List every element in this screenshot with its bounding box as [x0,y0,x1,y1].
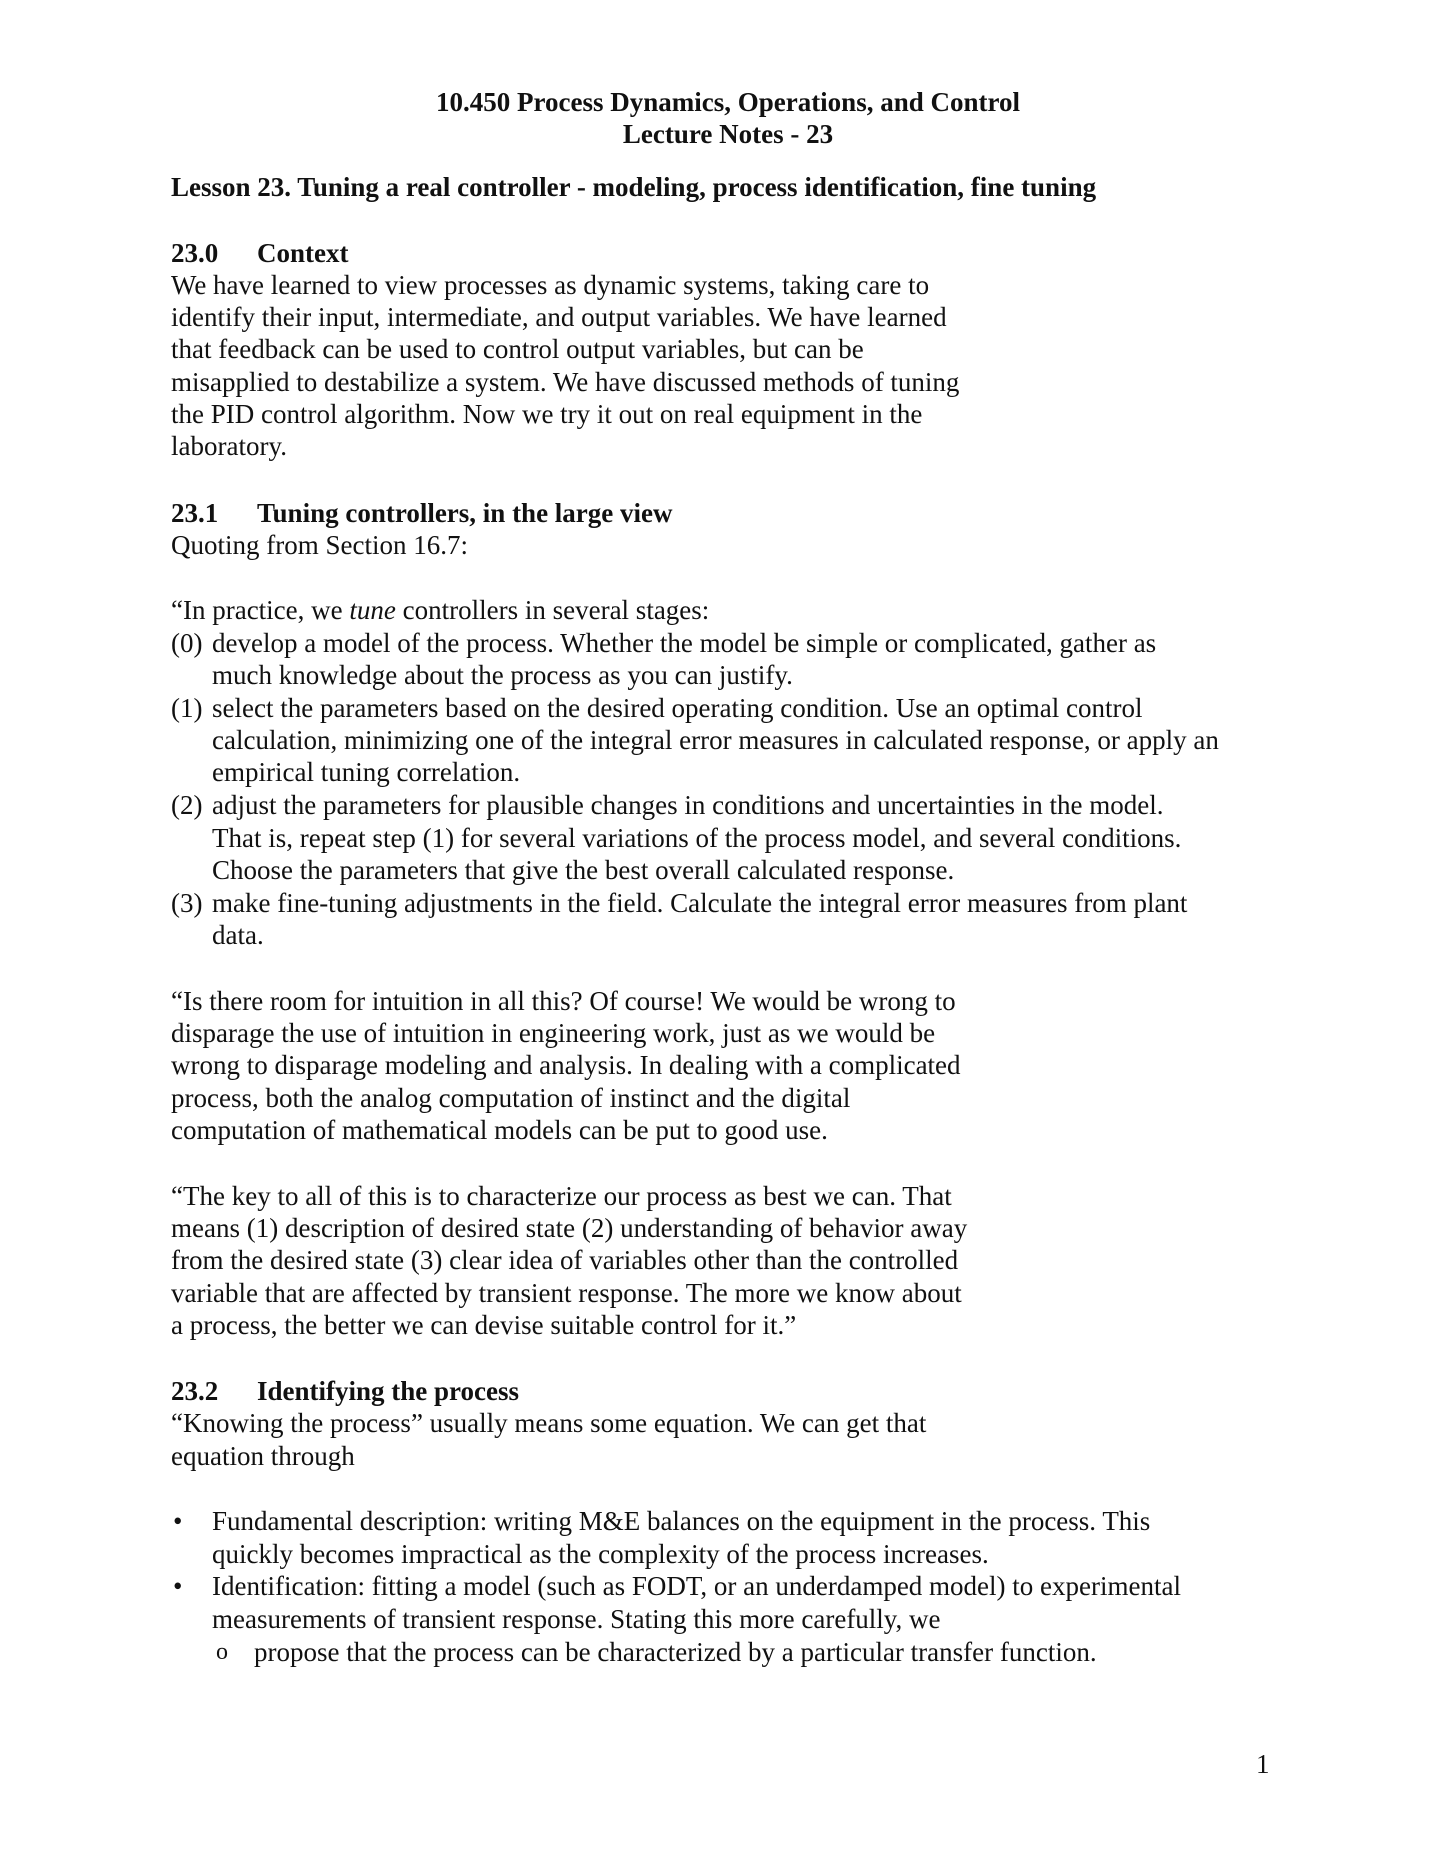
sub-bullet-line: propose that the process can be characterized by a particular transfer function. [254,1637,1097,1667]
lesson-title: Lesson 23. Tuning a real controller - modeling, process identification, fine tuning [171,172,1097,202]
section-heading-23-2 [171,1375,519,1407]
step-line: develop a model of the process. Whether the model be simple or complicated, gather as [212,628,1157,658]
step-marker: (1) [171,693,203,723]
paragraph-line: that feedback can be used to control output variables, but can be [171,334,864,364]
notes-title: Lecture Notes - 23 [622,119,834,149]
bullet-line: Identification: fitting a model (such as FODT, or an underdamped model) to experimental [212,1571,1181,1601]
paragraph-line: computation of mathematical models can be put to good use. [171,1115,828,1145]
paragraph-line: process, both the analog computation of instinct and the digital [171,1083,851,1113]
section-title: Identifying the process [257,1376,520,1406]
step-line: much knowledge about the process as you can justify. [212,660,793,690]
paragraph-line: equation through [171,1441,355,1471]
paragraph-line: the PID control algorithm. Now we try it out on real equipment in the [171,399,923,429]
paragraph-line: laboratory. [171,431,287,461]
page-number: 1 [1256,1749,1270,1779]
section-number: 23.0 [171,238,219,268]
bullet-line: measurements of transient response. Stating this more carefully, we [212,1604,941,1634]
step-line: adjust the parameters for plausible changes in conditions and uncertainties in the model. [212,790,1164,820]
step-line: data. [212,920,264,950]
emphasis-tune: tune [349,595,396,625]
section-number: 23.2 [171,1376,219,1406]
paragraph-line: “The key to all of this is to characterize our process as best we can. That [171,1181,952,1211]
paragraph-line: misapplied to destabilize a system. We have discussed methods of tuning [171,367,960,397]
step-line: calculation, minimizing one of the integral error measures in calculated response, or apply an [212,725,1219,755]
step-marker: (0) [171,628,203,658]
bullet-icon: • [173,1506,183,1536]
paragraph-line: We have learned to view processes as dynamic systems, taking care to [171,270,930,300]
step-line: empirical tuning correlation. [212,757,521,787]
step-line: select the parameters based on the desired operating condition. Use an optimal control [212,693,1143,723]
paragraph-line: means (1) description of desired state (2) understanding of behavior away [171,1213,968,1243]
paragraph-line: variable that are affected by transient response. The more we know about [171,1278,962,1308]
section-title: Context [257,238,349,268]
step-marker: (3) [171,888,203,918]
quote-source-line: Quoting from Section 16.7: [171,530,468,560]
paragraph-line: from the desired state (3) clear idea of variables other than the controlled [171,1245,959,1275]
section-title: Tuning controllers, in the large view [257,498,673,528]
bullet-icon: • [173,1571,183,1601]
step-line: make fine-tuning adjustments in the field. Calculate the integral error measures from plant [212,888,1188,918]
sub-bullet-icon: o [216,1639,228,1665]
paragraph-line: identify their input, intermediate, and output variables. We have learned [171,302,947,332]
section-heading-23-0 [171,237,348,269]
step-line: Choose the parameters that give the best overall calculated response. [212,855,955,885]
quote-text: “In practice, we [171,595,350,625]
quote-text: controllers in several stages: [395,595,710,625]
paragraph-line: a process, the better we can devise suitable control for it.” [171,1310,797,1340]
course-title: 10.450 Process Dynamics, Operations, and Control [435,87,1020,117]
bullet-line: quickly becomes impractical as the complexity of the process increases. [212,1539,989,1569]
step-line: That is, repeat step (1) for several variations of the process model, and several conditions. [212,823,1182,853]
section-number: 23.1 [171,498,219,528]
paragraph-line: “Knowing the process” usually means some equation. We can get that [171,1408,927,1438]
quote-intro-line [171,594,709,626]
step-marker: (2) [171,790,203,820]
bullet-line: Fundamental description: writing M&E balances on the equipment in the process. This [212,1506,1151,1536]
paragraph-line: wrong to disparage modeling and analysis. In dealing with a complicated [171,1050,961,1080]
paragraph-line: “Is there room for intuition in all this? Of course! We would be wrong to [171,986,956,1016]
section-heading-23-1 [171,497,673,529]
paragraph-line: disparage the use of intuition in engineering work, just as we would be [171,1018,936,1048]
